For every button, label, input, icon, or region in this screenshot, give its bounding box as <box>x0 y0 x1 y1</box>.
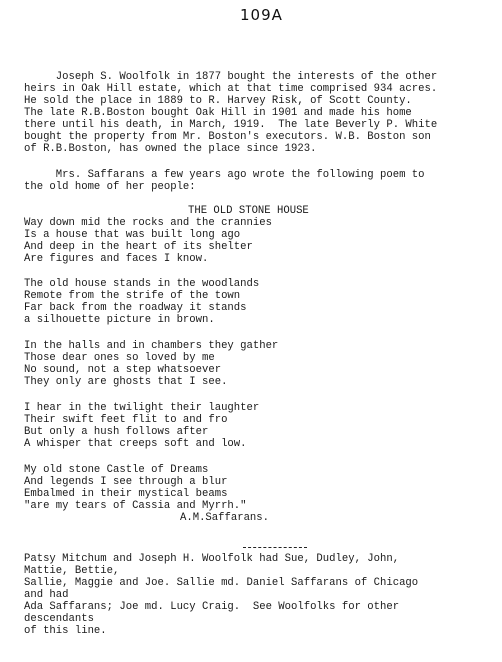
poem-line: Way down mid the rocks and the crannies <box>24 217 272 229</box>
poem-line: They only are ghosts that I see. <box>24 376 228 388</box>
para3-line: Mattie, Bettie, <box>24 565 120 577</box>
para3-line: and had <box>24 589 69 601</box>
poem-line: Far back from the roadway it stands <box>24 302 247 314</box>
para1-line: bought the property from Mr. Boston's executors. W.B. Boston son <box>24 131 431 143</box>
poem-line: No sound, not a step whatsoever <box>24 364 222 376</box>
para2-line: the old home of her people: <box>24 181 196 193</box>
para1-line: He sold the place in 1889 to R. Harvey Risk, of Scott County. <box>24 95 412 107</box>
poem-line: Is a house that was built long ago <box>24 229 241 241</box>
poem-line: The old house stands in the woodlands <box>24 278 260 290</box>
poem-line: Remote from the strife of the town <box>24 290 241 302</box>
poem-line: Their swift feet flit to and fro <box>24 414 228 426</box>
para3-line: of this line. <box>24 625 107 637</box>
poem-line: A whisper that creeps soft and low. <box>24 438 247 450</box>
para3-line: Sallie, Maggie and Joe. Sallie md. Daniel Saffarans of Chicago <box>24 577 419 589</box>
poem-line: Embalmed in their mystical beams <box>24 488 228 500</box>
poem-line: Are figures and faces I know. <box>24 253 209 265</box>
para3-line: Patsy Mitchum and Joseph H. Woolfolk had Sue, Dudley, John, <box>24 553 400 565</box>
poem-line: a silhouette picture in brown. <box>24 314 215 326</box>
para1-line: there until his death, in March, 1919. The late Beverly P. White <box>24 119 438 131</box>
para1-line: Joseph S. Woolfolk in 1877 bought the interests of the other <box>24 71 438 83</box>
poem-line: And legends I see through a blur <box>24 476 228 488</box>
poem-title: THE OLD STONE HOUSE <box>188 205 309 217</box>
page-number: 109A <box>240 6 283 24</box>
para3-line: descendants <box>24 613 94 625</box>
poem-line: My old stone Castle of Dreams <box>24 464 209 476</box>
para2-line: Mrs. Saffarans a few years ago wrote the following poem to <box>24 169 425 181</box>
poem-line: In the halls and in chambers they gather <box>24 340 279 352</box>
para1-line: heirs in Oak Hill estate, which at that time comprised 934 acres. <box>24 83 438 95</box>
poem-signature: A.M.Saffarans. <box>180 512 270 524</box>
poem-line: I hear in the twilight their laughter <box>24 402 260 414</box>
para1-line: of R.B.Boston, has owned the place since 1923. <box>24 143 317 155</box>
para3-line: Ada Saffarans; Joe md. Lucy Craig. See Woolfolks for other <box>24 601 400 613</box>
poem-line: And deep in the heart of its shelter <box>24 241 253 253</box>
poem-line: But only a hush follows after <box>24 426 209 438</box>
para1-line: The late R.B.Boston bought Oak Hill in 1901 and made his home <box>24 107 412 119</box>
section-divider <box>243 547 307 548</box>
poem-line: "are my tears of Cassia and Myrrh." <box>24 500 247 512</box>
poem-line: Those dear ones so loved by me <box>24 352 215 364</box>
